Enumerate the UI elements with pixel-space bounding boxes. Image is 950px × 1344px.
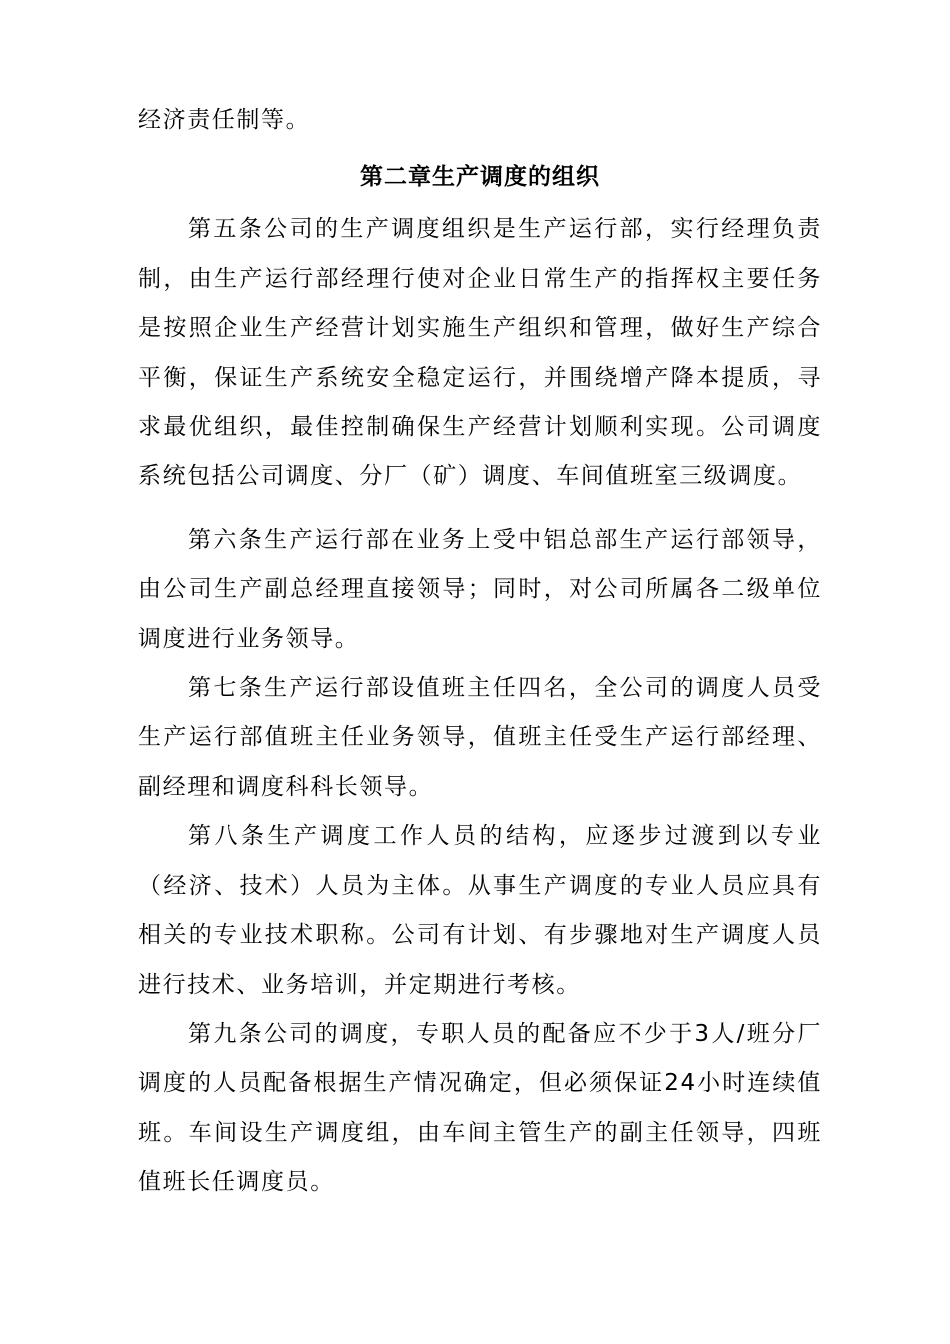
article-8-paragraph: 第八条生产调度工作人员的结构，应逐步过渡到以专业（经济、技术）人员为主体。从事生产调度的专业人员应具有相关的专业技术职称。公司有计划、有步骤地对生产调度人员进行技术、业务培训，并定期进行考核。	[138, 823, 822, 998]
document-page	[138, 96, 822, 1208]
continuation-paragraph: 经济责任制等。	[138, 107, 311, 133]
article-9-paragraph: 第九条公司的调度，专职人员的配备应不少于3人/班分厂调度的人员配备根据生产情况确定，但必须保证24小时连续值班。车间设生产调度组，由车间主管生产的副主任领导，四班值班长任调度员。	[138, 1020, 822, 1196]
article-6-paragraph: 第六条生产运行部在业务上受中铝总部生产运行部领导，由公司生产副总经理直接领导；同时，对公司所属各二级单位调度进行业务领导。	[138, 526, 822, 652]
article-5-paragraph: 第五条公司的生产调度组织是生产运行部，实行经理负责制，由生产运行部经理行使对企业日常生产的指挥权主要任务是按照企业生产经营计划实施生产组织和管理，做好生产综合平衡，保证生产系统安全稳定运行，并围绕增产降本提质，寻求最优组织，最佳控制确保生产经营计划顺利实现。公司调度系统包括公司调度、分厂（矿）调度、车间值班室三级调度。	[138, 216, 822, 490]
chapter-title: 第二章生产调度的组织	[360, 163, 600, 191]
article-7-paragraph: 第七条生产运行部设值班主任四名，全公司的调度人员受生产运行部值班主任业务领导，值班主任受生产运行部经理、副经理和调度科科长领导。	[138, 675, 822, 800]
